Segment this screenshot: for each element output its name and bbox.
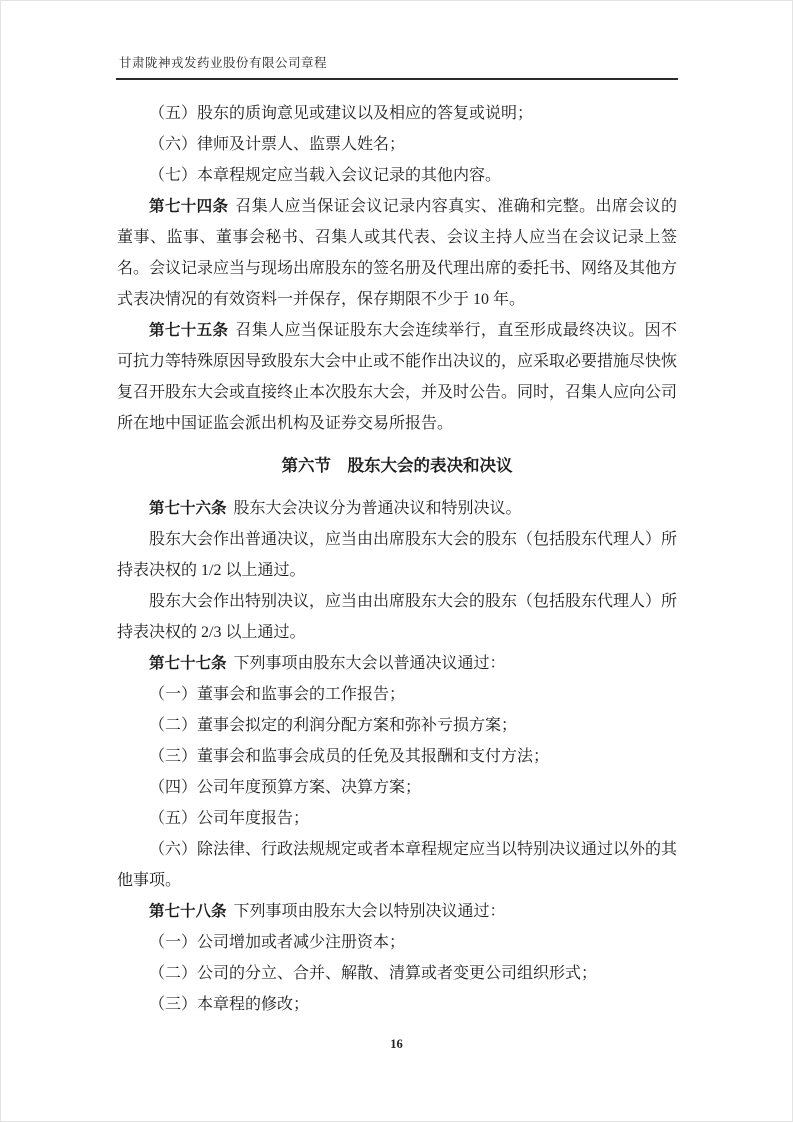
list-item: （二）公司的分立、合并、解散、清算或者变更公司组织形式； [149,965,598,982]
article-text: 下列事项由股东大会以特别决议通过： [233,903,506,920]
article-text: 下列事项由股东大会以普通决议通过： [233,655,506,672]
document-header-title: 甘肃陇神戎发药业股份有限公司章程 [119,56,328,70]
document-body [117,98,677,1020]
article-text: 召集人应当保证会议记录内容真实、准确和完整。出席会议的董事、监事、董事会秘书、召集人或其代表、会议主持人应当在会议记录上签名。会议记录应当与现场出席股东的签名册及代理出席的委托书、网络及其他方式表决情况的有效资料一并保存，保存期限不少于 10 年。 [117,198,678,308]
section-heading: 第六节 股东大会的表决和决议 [281,457,513,475]
list-item: （四）公司年度预算方案、决算方案； [149,779,422,796]
list-item: （三）董事会和监事会成员的任免及其报酬和支付方法； [149,748,550,765]
list-item: （五）股东的质询意见或建议以及相应的答复或说明； [149,105,534,122]
article-text: 股东大会决议分为普通决议和特别决议。 [233,500,522,517]
list-item: （七）本章程规定应当载入会议记录的其他内容。 [149,167,502,184]
article-text: 召集人应当保证股东大会连续举行，直至形成最终决议。因不可抗力等特殊原因导致股东大会中止或不能作出决议的，应采取必要措施尽快恢复召开股东大会或直接终止本次股东大会，并及时公告。同时，召集人应向公司所在地中国证监会派出机构及证券交易所报告。 [117,322,678,432]
page-header [116,53,678,80]
article-paragraph [117,191,677,315]
list-item: （一）董事会和监事会的工作报告； [149,686,406,703]
article-number: 第七十六条 [149,500,227,517]
article-paragraph [117,896,677,927]
list-item: （三）本章程的修改； [149,996,310,1013]
page-footer [1,1037,792,1052]
body-paragraph: 股东大会作出特别决议，应当由出席股东大会的股东（包括股东代理人）所持表决权的 2/3 以上通过。 [117,593,678,641]
article-paragraph [117,648,677,679]
list-item: （一）公司增加或者减少注册资本； [149,934,406,951]
body-paragraph: 股东大会作出普通决议，应当由出席股东大会的股东（包括股东代理人）所持表决权的 1/2 以上通过。 [117,531,678,579]
article-paragraph [117,493,677,524]
page-number: 16 [390,1037,403,1051]
list-item: （二）董事会拟定的利润分配方案和弥补亏损方案； [149,717,518,734]
list-item: （六）除法律、行政法规规定或者本章程规定应当以特别决议通过以外的其他事项。 [117,841,678,889]
article-number: 第七十八条 [149,903,227,920]
article-number: 第七十四条 [149,198,229,215]
article-paragraph [117,315,677,439]
article-number: 第七十五条 [149,322,229,339]
list-item: （五）公司年度报告； [149,810,310,827]
article-number: 第七十七条 [149,655,227,672]
list-item: （六）律师及计票人、监票人姓名； [149,136,406,153]
